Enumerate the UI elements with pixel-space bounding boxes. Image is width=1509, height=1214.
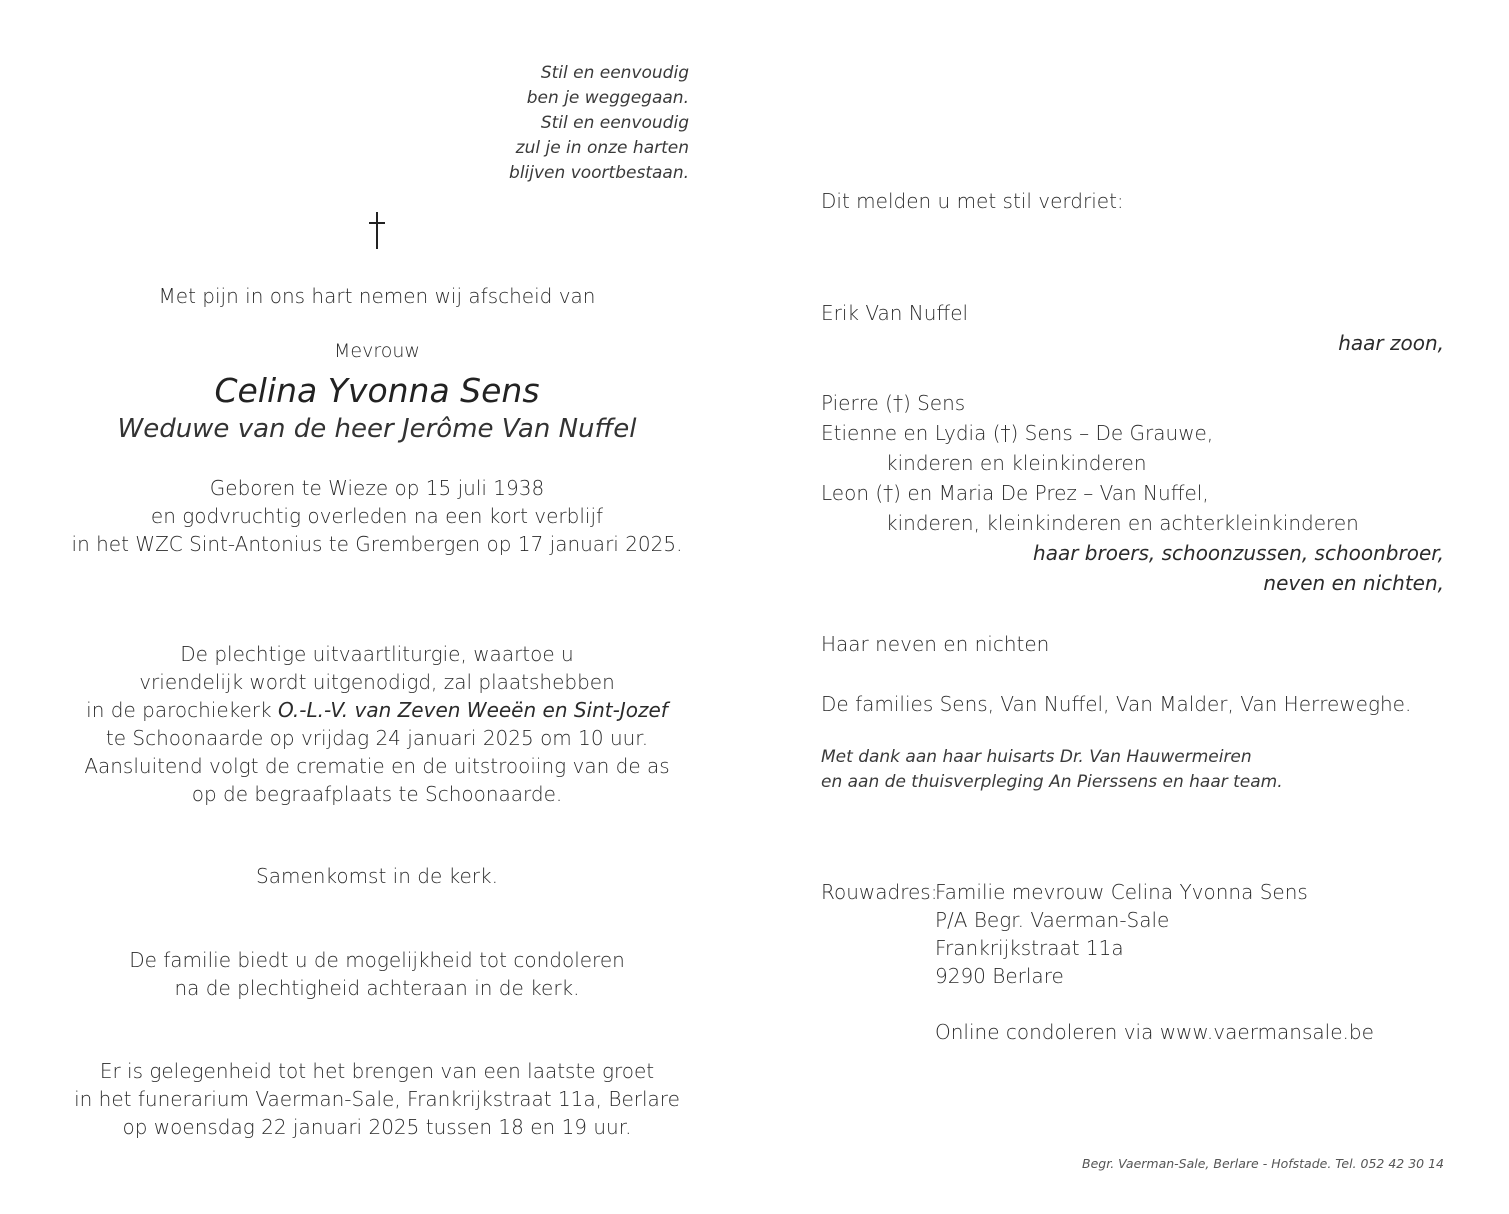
funeral-church-prefix: in de parochiekerk xyxy=(86,698,272,722)
death-place-line: in het WZC Sint-Antonius te Grembergen op 17 januari 2025. xyxy=(71,532,683,556)
spouse-line: Weduwe van de heer Jerôme Van Nuffel xyxy=(117,414,637,444)
sibling-role-line: haar broers, schoonzussen, schoonbroer, xyxy=(1033,541,1444,565)
poem-line: Stil en eenvoudig xyxy=(540,63,689,83)
thanks-block xyxy=(821,745,1283,795)
siblings-block xyxy=(821,388,1359,538)
address-line: Familie mevrouw Celina Yvonna Sens xyxy=(935,880,1308,904)
son-name: Erik Van Nuffel xyxy=(821,301,969,325)
sibling-descendants-line: kinderen en kleinkinderen xyxy=(886,451,1147,475)
birth-line: Geboren te Wieze op 15 juli 1938 xyxy=(209,476,545,500)
funeral-line: Aansluitend volgt de crematie en de uitstrooiing van de as xyxy=(84,754,670,778)
visit-line: Er is gelegenheid tot het brengen van een laatste groet xyxy=(99,1059,655,1083)
poem xyxy=(400,61,689,186)
sibling-line: Etienne en Lydia (†) Sens – De Grauwe, xyxy=(821,421,1214,445)
condolence-block xyxy=(60,946,694,1002)
son-role: haar zoon, xyxy=(1338,331,1444,355)
funeral-block xyxy=(60,640,694,808)
thanks-line: Met dank aan haar huisarts Dr. Van Hauwermeiren xyxy=(821,747,1252,767)
gathering-text: Samenkomst in de kerk. xyxy=(256,864,498,888)
cross-icon xyxy=(362,210,392,250)
death-line: en godvruchtig overleden na een kort verblijf xyxy=(150,504,604,528)
address-line: P/A Begr. Vaerman-Sale xyxy=(935,908,1170,932)
visit-block xyxy=(60,1057,694,1141)
families-text: De families Sens, Van Nuffel, Van Malder, Van Herreweghe. xyxy=(821,692,1412,716)
funeral-line: vriendelijk wordt uitgenodigd, zal plaatshebben xyxy=(139,670,615,694)
sibling-line: Pierre (†) Sens xyxy=(821,391,966,415)
address-line: Frankrijkstraat 11a xyxy=(935,936,1124,960)
cousins-text: Haar neven en nichten xyxy=(821,632,1050,656)
poem-line: blijven voortbestaan. xyxy=(509,163,689,183)
sibling-descendants-line: kinderen, kleinkinderen en achterkleinkinderen xyxy=(886,511,1359,535)
poem-line: Stil en eenvoudig xyxy=(540,113,689,133)
address-label: Rouwadres: xyxy=(821,880,938,904)
intro-text: Met pijn in ons hart nemen wij afscheid van xyxy=(158,284,596,308)
poem-line: ben je weggegaan. xyxy=(526,88,689,108)
sibling-role xyxy=(821,538,1444,598)
footer-text: Begr. Vaerman-Sale, Berlare - Hofstade. Tel. 052 42 30 14 xyxy=(1082,1156,1444,1171)
condolence-line: na de plechtigheid achteraan in de kerk. xyxy=(174,976,580,1000)
online-condolence-text: Online condoleren via www.vaermansale.be xyxy=(935,1020,1374,1044)
address-line: 9290 Berlare xyxy=(935,964,1064,988)
visit-line: in het funerarium Vaerman-Sale, Frankrijkstraat 11a, Berlare xyxy=(74,1087,680,1111)
deceased-name: Celina Yvonna Sens xyxy=(214,371,540,410)
condolence-line: De familie biedt u de mogelijkheid tot condoleren xyxy=(129,948,625,972)
visit-line: op woensdag 22 januari 2025 tussen 18 en 19 uur. xyxy=(122,1115,632,1139)
church-name: O.-L.-V. van Zeven Weeën en Sint-Jozef xyxy=(277,698,668,722)
thanks-line: en aan de thuisverpleging An Pierssens en haar team. xyxy=(821,772,1283,792)
deceased-title: Mevrouw xyxy=(334,340,420,362)
address-block xyxy=(935,878,1308,990)
sibling-role-line: neven en nichten, xyxy=(1263,571,1444,595)
poem-line: zul je in onze harten xyxy=(515,138,689,158)
announce-text: Dit melden u met stil verdriet: xyxy=(821,189,1124,213)
funeral-line: te Schoonaarde op vrijdag 24 januari 2025 om 10 uur. xyxy=(105,726,649,750)
birth-death-block xyxy=(60,474,694,558)
funeral-line: op de begraafplaats te Schoonaarde. xyxy=(191,782,563,806)
funeral-line: De plechtige uitvaartliturgie, waartoe u xyxy=(180,642,574,666)
sibling-line: Leon (†) en Maria De Prez – Van Nuffel, xyxy=(821,481,1209,505)
funeral-church-line xyxy=(60,696,694,724)
